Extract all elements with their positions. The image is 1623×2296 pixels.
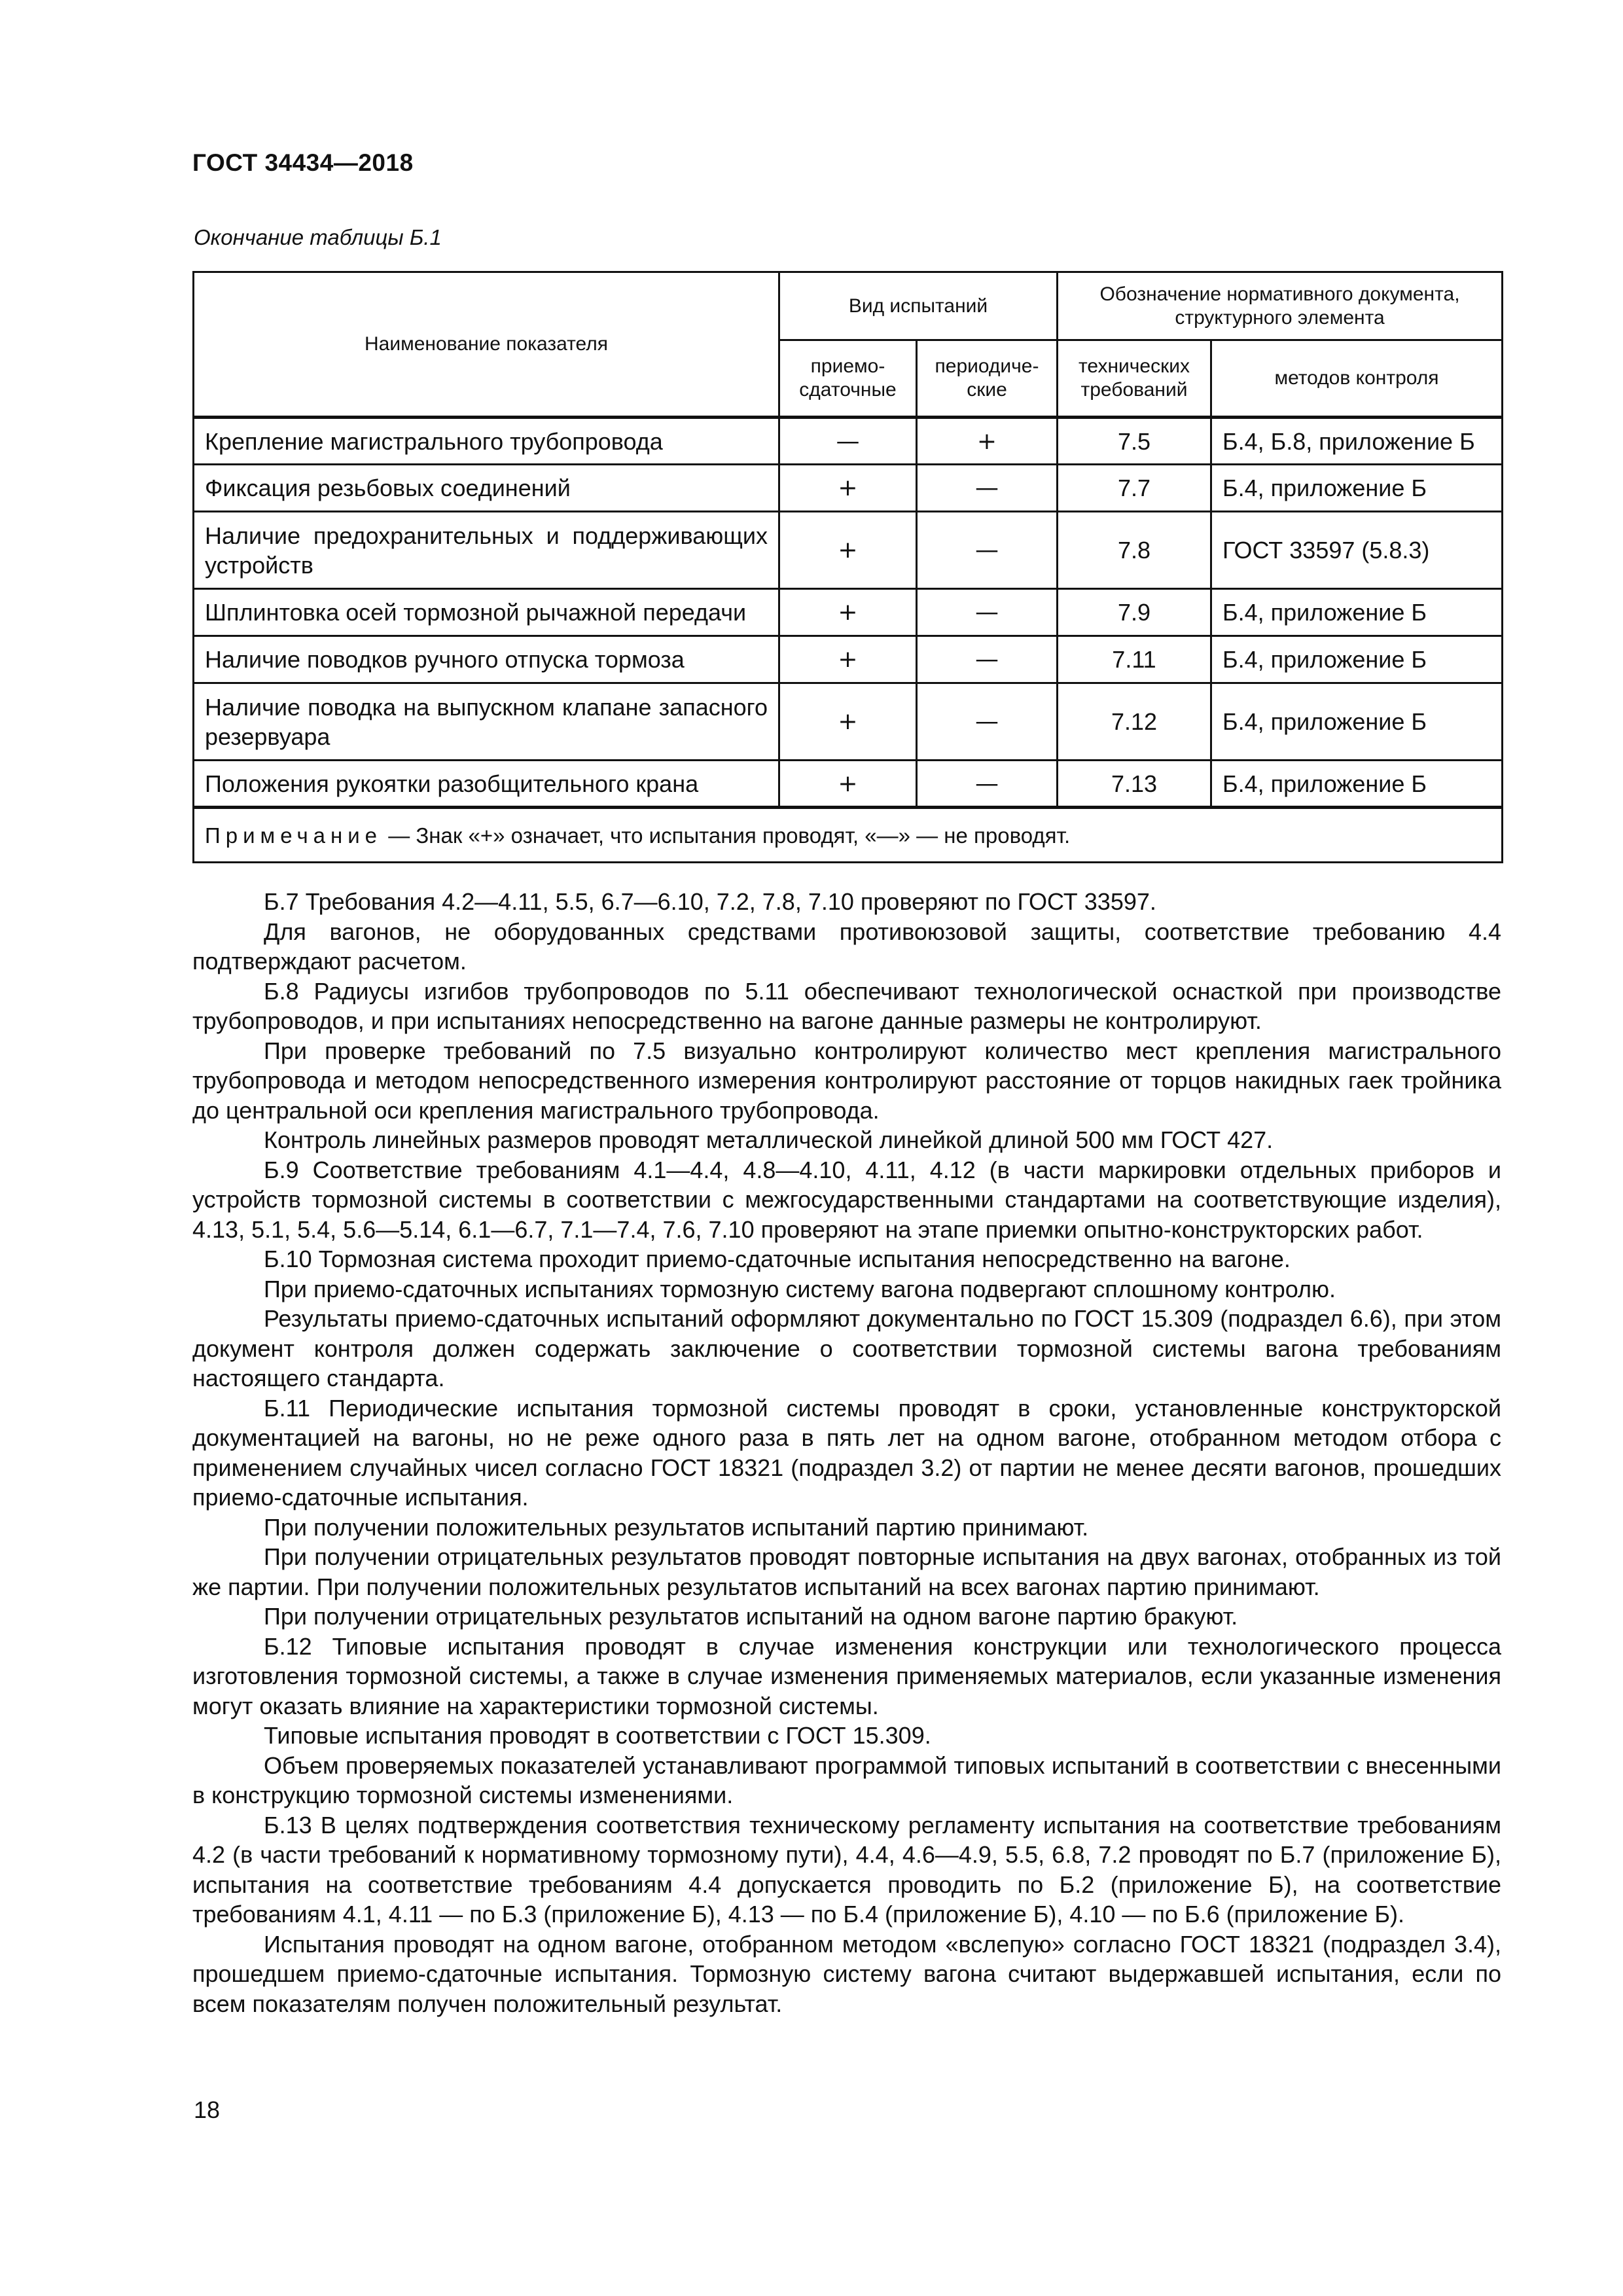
table-row (194, 512, 1503, 589)
row-method: Б.4, приложение Б (1211, 683, 1503, 761)
table-row (194, 418, 1503, 465)
page-number: 18 (194, 2096, 221, 2123)
paragraph: При приемо-сдаточных испытаниях тормозную систему вагона подвергают сплошному контролю. (264, 1275, 1336, 1302)
paragraph: Для вагонов, не оборудованных средствами противоюзовой защиты, соответствие требованию 4.4 подтверждают расчетом. (192, 918, 1501, 975)
header-acceptance: приемо-сдаточные (779, 340, 917, 418)
document-code-header: ГОСТ 34434—2018 (192, 149, 414, 176)
table-note (194, 808, 1503, 863)
paragraph: Объем проверяемых показателей устанавливают программой типовых испытаний в соответствии с внесенными в конструкцию тормозной системы изменениями. (192, 1751, 1501, 1808)
row-method: Б.4, приложение Б (1211, 636, 1503, 683)
row-requirement: 7.8 (1058, 512, 1211, 589)
header-indicator-name: Наименование показателя (194, 272, 779, 418)
row-requirement: 7.5 (1058, 418, 1211, 465)
row-method: ГОСТ 33597 (5.8.3) (1211, 512, 1503, 589)
row-acceptance: + (779, 465, 917, 512)
paragraph: При проверке требований по 7.5 визуально контролируют количество мест крепления магистрального трубопровода и методом непосредственного измерения контролируют расстояние от торцов накидных гаек тройника до центральной оси крепления магистрального трубопровода. (192, 1037, 1501, 1124)
paragraph: Б.12 Типовые испытания проводят в случае изменения конструкции или технологического процесса изготовления тормозной системы, а также в случае изменения применяемых материалов, если указанные изменения могут оказать влияние на характеристики тормозной системы. (192, 1632, 1501, 1719)
paragraph: Типовые испытания проводят в соответствии с ГОСТ 15.309. (264, 1722, 931, 1749)
row-name: Фиксация резьбовых соединений (194, 465, 779, 512)
paragraph: Б.11 Периодические испытания тормозной системы проводят в сроки, установленные конструкторской документацией на вагоны, но не реже одного раза в пять лет на одном вагоне, отобранном методом отбора с применением случайных чисел согласно ГОСТ 18321 (подраздел 3.2) от партии не менее десяти вагонов, прошедших приемо-сдаточные испытания. (192, 1394, 1501, 1511)
row-requirement: 7.9 (1058, 589, 1211, 636)
row-acceptance: + (779, 761, 917, 808)
row-acceptance: — (779, 418, 917, 465)
row-periodic: — (917, 465, 1058, 512)
header-control-methods: методов контроля (1211, 340, 1503, 418)
specification-table (192, 271, 1503, 863)
row-requirement: 7.12 (1058, 683, 1211, 761)
row-name: Шплинтовка осей тормозной рычажной передачи (194, 589, 779, 636)
paragraph: Результаты приемо-сдаточных испытаний оформляют документально по ГОСТ 15.309 (подраздел 6.6), при этом документ контроля должен содержать заключение о соответствии тормозной системы вагона требованиям настоящего стандарта. (192, 1305, 1501, 1391)
table-row (194, 465, 1503, 512)
row-periodic: + (917, 418, 1058, 465)
paragraph: Б.7 Требования 4.2—4.11, 5.5, 6.7—6.10, 7.2, 7.8, 7.10 проверяют по ГОСТ 33597. (264, 888, 1156, 915)
row-acceptance: + (779, 589, 917, 636)
row-periodic: — (917, 589, 1058, 636)
paragraph: При получении отрицательных результатов проводят повторные испытания на двух вагонах, отобранных из той же партии. При получении положительных результатов испытаний на всех вагонах партию принимают. (192, 1543, 1501, 1600)
row-name: Положения рукоятки разобщительного крана (194, 761, 779, 808)
row-method: Б.4, приложение Б (1211, 589, 1503, 636)
row-periodic: — (917, 512, 1058, 589)
header-test-type: Вид испытаний (779, 272, 1058, 340)
table-row (194, 589, 1503, 636)
row-method: Б.4, приложение Б (1211, 761, 1503, 808)
paragraph: При получении положительных результатов испытаний партию принимают. (264, 1513, 1089, 1541)
table-caption: Окончание таблицы Б.1 (194, 225, 442, 249)
row-acceptance: + (779, 683, 917, 761)
paragraph: Б.13 В целях подтверждения соответствия техническому регламенту испытания на соответствие требованиям 4.2 (в части требований к нормативному тормозному пути), 4.4, 4.6—4.9, 5.5, 6.8, 7.2 проводят по Б.7 (приложение Б), испытания на соответствие требованиям 4.4 допускается проводить по Б.2 (приложение Б), на соответствие требованиям 4.1, 4.11 — по Б.3 (приложение Б), 4.13 — по Б.4 (приложение Б), 4.10 — по Б.6 (приложение Б). (192, 1811, 1501, 1928)
row-acceptance: + (779, 636, 917, 683)
paragraph: Контроль линейных размеров проводят металлической линейкой длиной 500 мм ГОСТ 427. (264, 1126, 1274, 1153)
header-periodic: периодиче-ские (917, 340, 1058, 418)
row-method: Б.4, Б.8, приложение Б (1211, 418, 1503, 465)
note-text: — Знак «+» означает, что испытания проводят, «—» — не проводят. (388, 823, 1071, 848)
row-acceptance: + (779, 512, 917, 589)
table-row (194, 761, 1503, 808)
row-name: Наличие поводка на выпускном клапане запасного резервуара (194, 683, 779, 761)
row-requirement: 7.13 (1058, 761, 1211, 808)
header-doc-designation: Обозначение нормативного документа, структурного элемента (1058, 272, 1503, 340)
row-periodic: — (917, 761, 1058, 808)
paragraph: Б.8 Радиусы изгибов трубопроводов по 5.11 обеспечивают технологической оснасткой при производстве трубопроводов, и при испытаниях непосредственно на вагоне данные размеры не контролируют. (192, 977, 1501, 1034)
table-row (194, 683, 1503, 761)
row-requirement: 7.11 (1058, 636, 1211, 683)
note-label: Примечание (205, 823, 383, 848)
row-method: Б.4, приложение Б (1211, 465, 1503, 512)
paragraph: При получении отрицательных результатов испытаний на одном вагоне партию бракуют. (264, 1603, 1238, 1630)
paragraph: Б.9 Соответствие требованиям 4.1—4.4, 4.8—4.10, 4.11, 4.12 (в части маркировки отдельных приборов и устройств тормозной системы в соответствии с межгосударственными стандартами на соответствующие изделия), 4.13, 5.1, 5.4, 5.6—5.14, 6.1—6.7, 7.1—7.4, 7.6, 7.10 проверяют на этапе приемки опытно-конструкторских работ. (192, 1156, 1501, 1243)
row-periodic: — (917, 636, 1058, 683)
row-name: Наличие поводков ручного отпуска тормоза (194, 636, 779, 683)
table-row (194, 636, 1503, 683)
table-note-row (194, 808, 1503, 863)
row-periodic: — (917, 683, 1058, 761)
row-requirement: 7.7 (1058, 465, 1211, 512)
paragraph: Испытания проводят на одном вагоне, отобранном методом «вслепую» согласно ГОСТ 18321 (подраздел 3.4), прошедшем приемо-сдаточные испытания. Тормозную систему вагона считают выдержавшей испытания, если по всем показателям получен положительный результат. (192, 1930, 1501, 2017)
body-text (192, 887, 1501, 2018)
row-name: Наличие предохранительных и поддерживающих устройств (194, 512, 779, 589)
header-tech-requirements: технических требований (1058, 340, 1211, 418)
row-name: Крепление магистрального трубопровода (194, 418, 779, 465)
paragraph: Б.10 Тормозная система проходит приемо-сдаточные испытания непосредственно на вагоне. (264, 1246, 1291, 1272)
